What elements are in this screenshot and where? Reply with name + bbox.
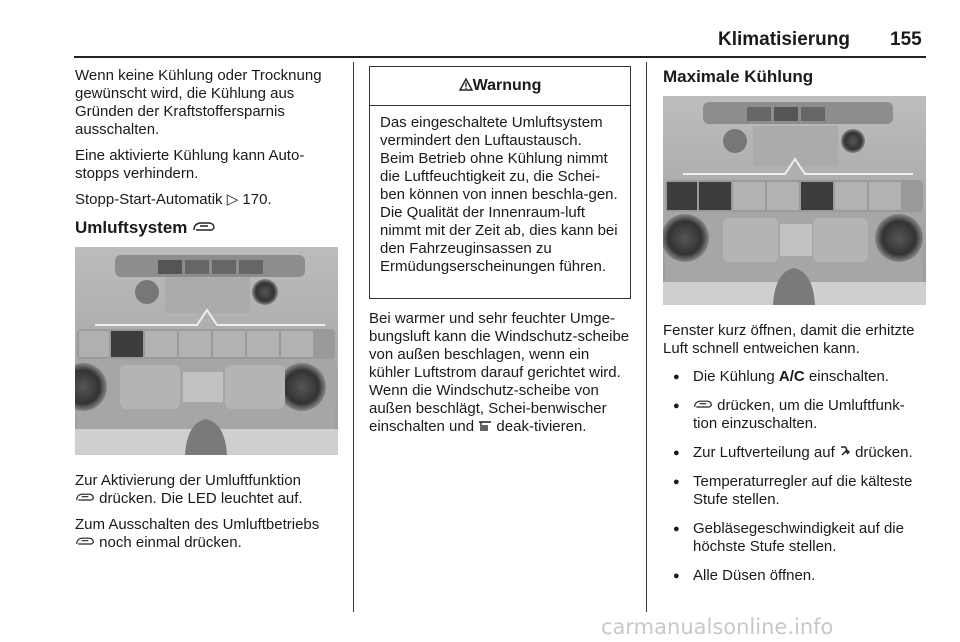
max-cooling-photo [663, 96, 926, 305]
recirculation-icon [693, 398, 713, 413]
paragraph: Zum Ausschalten des Umluftbetriebs [75, 516, 320, 533]
right-column [663, 322, 928, 596]
air-distribution-icon [839, 445, 851, 460]
list-item: ● Gebläsegeschwindigkeit auf die höchste Stufe stellen. [663, 520, 928, 556]
cross-reference[interactable]: Stopp-Start-Automatik ▷ 170. [75, 191, 272, 208]
watermark-footer: carmanualsonline.info [601, 615, 834, 639]
paragraph: Eine aktivierte Kühlung kann Auto-stopps verhindern. [75, 147, 305, 182]
instruction-list [663, 368, 928, 585]
section-heading-umluft [75, 218, 216, 238]
recirculation-icon [75, 491, 95, 506]
list-item: ● Zur Luftverteilung auf drücken. [663, 444, 928, 462]
paragraph: Fenster kurz öffnen, damit die erhitzte Luft schnell entweichen kann. [663, 322, 915, 357]
page-number: 155 [890, 29, 922, 50]
header-rule [74, 56, 926, 58]
paragraph: Zur Aktivierung der Umluftfunktion [75, 472, 301, 489]
recirculation-icon [192, 221, 216, 236]
list-item: ● Temperaturregler auf die kälteste Stufe stellen. [663, 473, 928, 509]
paragraph: noch einmal drücken. [95, 534, 242, 551]
warning-header [370, 67, 630, 106]
paragraph: deak-tivieren. [492, 418, 587, 435]
section-heading-max-cooling: Maximale Kühlung [663, 67, 814, 86]
list-item: ● drücken, um die Umluftfunk-tion einzuschalten. [663, 397, 928, 433]
column-divider-1 [353, 62, 354, 612]
left-column [75, 67, 343, 217]
paragraph: Bei warmer und sehr feuchter Umge-bungsluft kann die Windschutz-scheibe von außen beschlagen, wenn ein kühler Luftstrom darauf gerichtet wird. Wenn die Windschutz-scheibe von außen beschlägt, Schei-benwischer einschalten und [369, 310, 630, 435]
warning-triangle-icon [459, 77, 473, 94]
page-header-title: Klimatisierung [718, 29, 850, 50]
list-item: ● Die Kühlung A/C einschalten. [663, 368, 928, 386]
heading-text: Umluftsystem [75, 218, 188, 237]
recirculation-button-photo [75, 247, 338, 455]
warning-box [369, 66, 631, 299]
left-column-bottom [75, 472, 343, 560]
warning-body: Das eingeschaltete Umluftsystem vermindert den Luftaustausch. Beim Betrieb ohne Kühlung nimmt die Luftfeuchtigkeit zu, die Schei-ben können von innen beschla-gen. Die Qualität der Innenraum-luft nimmt mit der Zeit ab, dies kann bei den Fahrzeuginsassen zu Ermüdungserscheinungen führen. [380, 114, 618, 275]
column-divider-2 [646, 62, 647, 612]
windscreen-defrost-icon [478, 419, 492, 434]
paragraph: Wenn keine Kühlung oder Trocknung gewünscht wird, die Kühlung aus Gründen der Kraftstoffersparnis ausschalten. [75, 67, 322, 138]
paragraph: drücken. Die LED leuchtet auf. [95, 490, 303, 507]
middle-column [369, 310, 634, 444]
warning-title: Warnung [472, 77, 542, 94]
recirculation-icon [75, 535, 95, 550]
list-item: ● Alle Düsen öffnen. [663, 567, 928, 585]
